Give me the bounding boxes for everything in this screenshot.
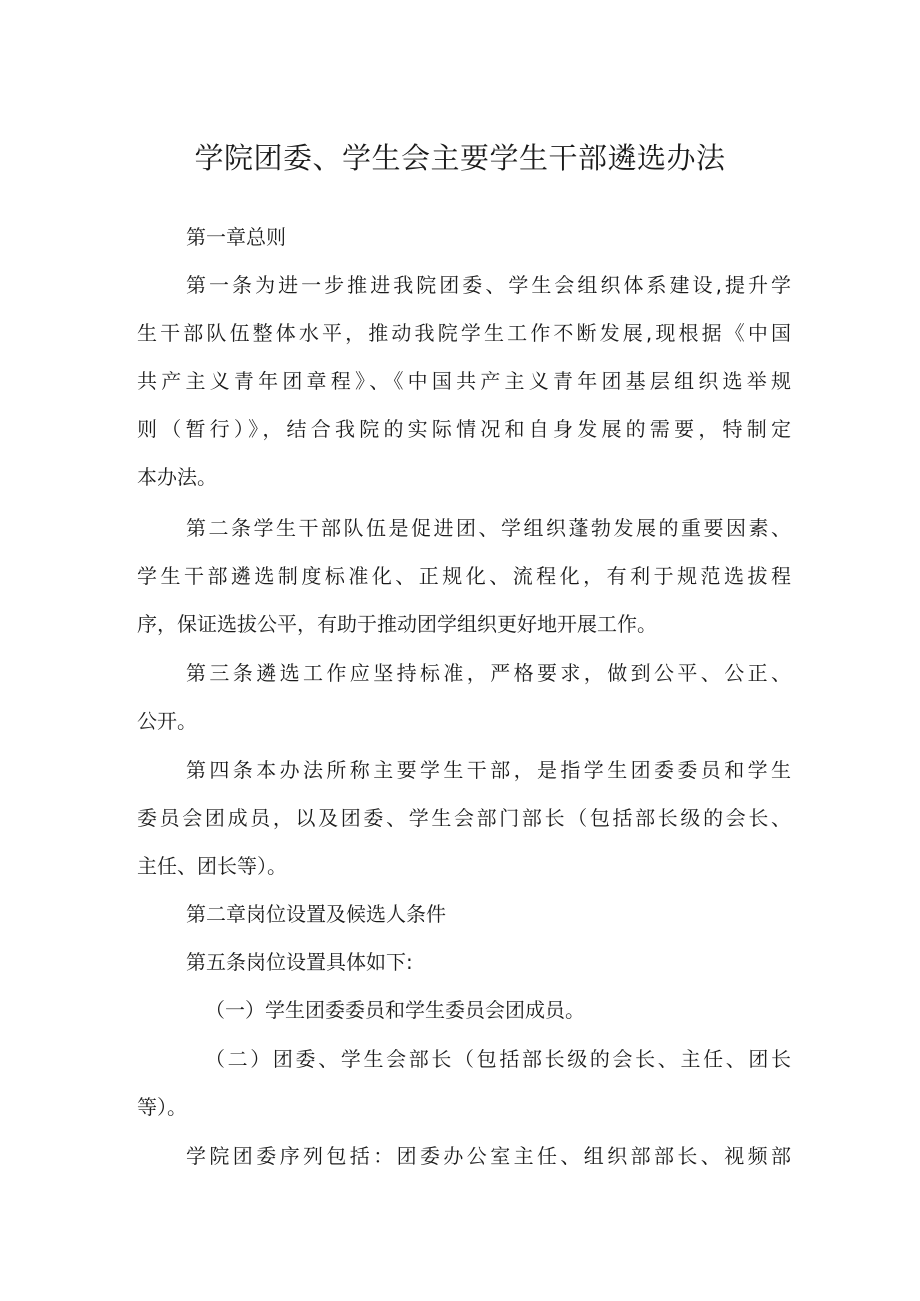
- paragraph-line: 学院团委序列包括：团委办公室主任、组织部部长、视频部: [186, 1144, 791, 1168]
- chapter-heading: 第二章岗位设置及候选人条件: [186, 902, 446, 926]
- paragraph-line: 第三条遴选工作应坚持标准，严格要求，做到公平、公正、: [186, 661, 791, 685]
- paragraph-line: 等）。: [137, 1095, 187, 1119]
- list-item: （一）学生团委委员和学生委员会团成员。: [205, 998, 585, 1022]
- paragraph-line: 共产主义青年团章程》、《中国共产主义青年团基层组织选举规: [137, 369, 791, 393]
- paragraph-line: 第五条岗位设置具体如下:: [186, 950, 413, 974]
- paragraph-line: 公开。: [137, 709, 197, 733]
- paragraph-line: 第二条学生干部队伍是促进团、学组织蓬勃发展的重要因素、: [186, 516, 791, 540]
- document-title: 学院团委、学生会主要学生干部遴选办法: [194, 141, 726, 175]
- list-item: （二）团委、学生会部长（包括部长级的会长、主任、团长: [205, 1047, 791, 1071]
- paragraph-line: 生干部队伍整体水平，推动我院学生工作不断发展,现根据《中国: [137, 321, 791, 345]
- paragraph-line: 第一条为进一步推进我院团委、学生会组织体系建设,提升学: [186, 273, 791, 297]
- paragraph-line: 本办法。: [137, 465, 217, 489]
- paragraph-line: 主任、团长等）。: [137, 854, 287, 878]
- paragraph-line: 学生干部遴选制度标准化、正规化、流程化，有利于规范选拔程: [137, 564, 791, 588]
- paragraph-line: 序，保证选拔公平，有助于推动团学组织更好地开展工作。: [137, 612, 657, 636]
- paragraph-line: 则（暂行）》，结合我院的实际情况和自身发展的需要，特制定: [137, 417, 791, 441]
- chapter-heading: 第一章总则: [186, 225, 286, 249]
- paragraph-line: 第四条本办法所称主要学生干部，是指学生团委委员和学生: [186, 758, 791, 782]
- paragraph-line: 委员会团成员，以及团委、学生会部门部长（包括部长级的会长、: [137, 806, 791, 830]
